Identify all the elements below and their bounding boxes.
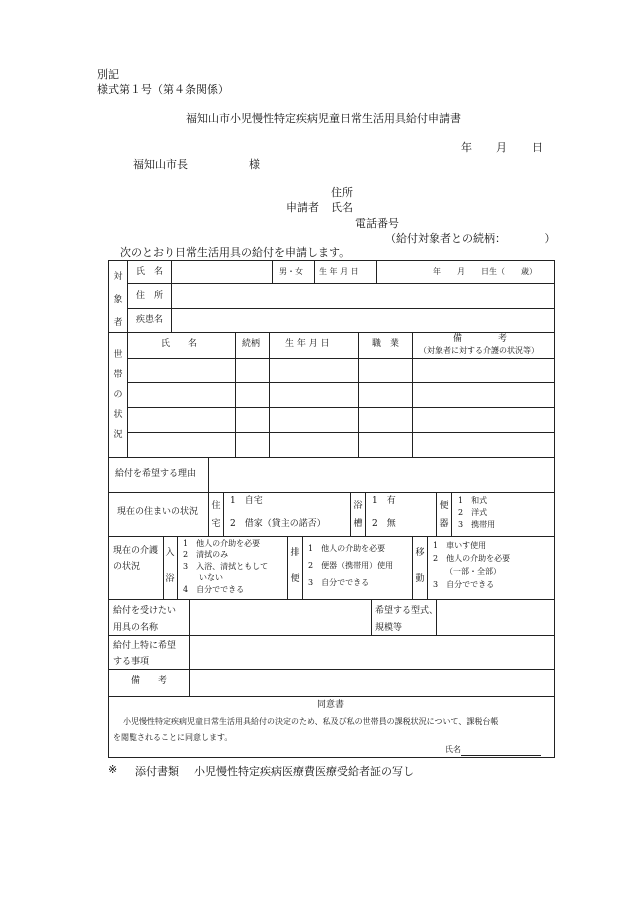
applicant-label: 申請者 [286, 201, 319, 214]
consent-title: 同意書 [317, 700, 345, 710]
reason-label: 給付を希望する理由 [115, 469, 197, 479]
mayor-label: 福知山市長 [133, 158, 188, 171]
date-day: 日 [532, 141, 543, 154]
form-title: 福知山市小児慢性特定疾病児童日常生活用具給付申請書 [186, 112, 461, 125]
consent-line2: を閲覧されることに同意します。 [113, 733, 233, 742]
subject-dob-label: 生 年 月 日 [319, 267, 359, 276]
consent-line1: 小児慢性特定疾病児童日常生活用具給付の決定のため、私及び私の世帯員の課税状況について、課税台帳 [123, 717, 499, 726]
care-excrete-label: 排 便 [290, 548, 300, 584]
care-label-line2: の状況 [113, 562, 141, 572]
housing-toilet-label: 便 器 [439, 501, 449, 529]
equipment-model-label: 希望する型式、 規模等 [375, 606, 439, 633]
care-label-line1: 現在の介護 [113, 546, 159, 556]
household-section-label: 世 帯 の 状 況 [113, 350, 123, 440]
consent-signature-line [461, 755, 541, 756]
household-col-dob: 生 年 月 日 [285, 339, 330, 349]
housing-toilet-opt1: 1 和式 [458, 496, 488, 505]
household-col-name: 氏 名 [161, 339, 198, 349]
remarks-label: 備 考 [131, 676, 168, 686]
date-year: 年 [461, 141, 472, 154]
housing-house-label: 住 宅 [211, 501, 221, 529]
subject-sex: 男・女 [279, 267, 303, 276]
subject-disease-label: 疾患名 [136, 315, 164, 325]
application-form-table [108, 260, 555, 758]
household-col-relation: 続柄 [242, 339, 261, 349]
footer-mark: ※ [108, 763, 118, 776]
housing-bath-label: 浴 槽 [353, 501, 363, 529]
household-col-note-sub: （対象者に対する介護の状況等） [419, 346, 539, 355]
subject-name-label: 氏 名 [136, 267, 164, 277]
applicant-address-label: 住所 [331, 186, 353, 199]
bekki-label: 別記 [97, 68, 119, 81]
housing-toilet-opt3: 3 携帯用 [458, 520, 496, 529]
applicant-name-label: 氏名 [331, 201, 353, 214]
housing-house-opt1: 1 自宅 [230, 496, 263, 506]
housing-house-opt2: 2 借家（貸主の諾否） [230, 519, 326, 529]
housing-label: 現在の住まいの状況 [117, 507, 199, 517]
housing-bath-opt2: 2 無 [372, 519, 396, 529]
care-move-options: 1 車いす使用 2 他人の介助を必要 （一部・全部） 3 自分でできる [433, 541, 511, 589]
household-col-job: 職 業 [372, 339, 400, 349]
intro-text: 次のとおり日常生活用具の給付を申請します。 [120, 246, 351, 259]
care-excrete-options: 1 他人の介助を必要 2 便器（携帯用）使用 3 自分でできる [308, 544, 394, 587]
housing-toilet-opt2: 2 洋式 [458, 508, 488, 517]
care-bath-label: 入 浴 [165, 548, 175, 584]
request-label: 給付上特に希望 する事項 [113, 641, 177, 667]
equipment-name-label: 給付を受けたい 用具の名称 [113, 606, 177, 633]
consent-signature-label: 氏名 [445, 745, 461, 754]
applicant-relation-label: （給付対象者との続柄： ） [385, 232, 556, 245]
subject-dob-value: 年 月 日生（ 歳） [433, 267, 537, 276]
subject-section-label: 対 象 者 [113, 272, 123, 328]
care-bath-options: 1 他人の介助を必要 2 清拭のみ 3 入浴、清拭ともして いない 4 自分でできる [183, 539, 269, 594]
form-number: 様式第１号（第４条関係） [97, 83, 229, 96]
sama-label: 様 [249, 158, 260, 171]
date-month: 月 [496, 141, 507, 154]
subject-address-label: 住 所 [136, 291, 164, 301]
footer-text: 小児慢性特定疾病医療費医療受給者証の写し [194, 765, 414, 778]
applicant-phone-label: 電話番号 [355, 217, 399, 230]
household-col-note: 備 考 [453, 334, 508, 344]
care-move-label: 移 動 [415, 548, 425, 584]
housing-bath-opt1: 1 有 [372, 496, 396, 506]
footer-label: 添付書類 [135, 765, 179, 778]
